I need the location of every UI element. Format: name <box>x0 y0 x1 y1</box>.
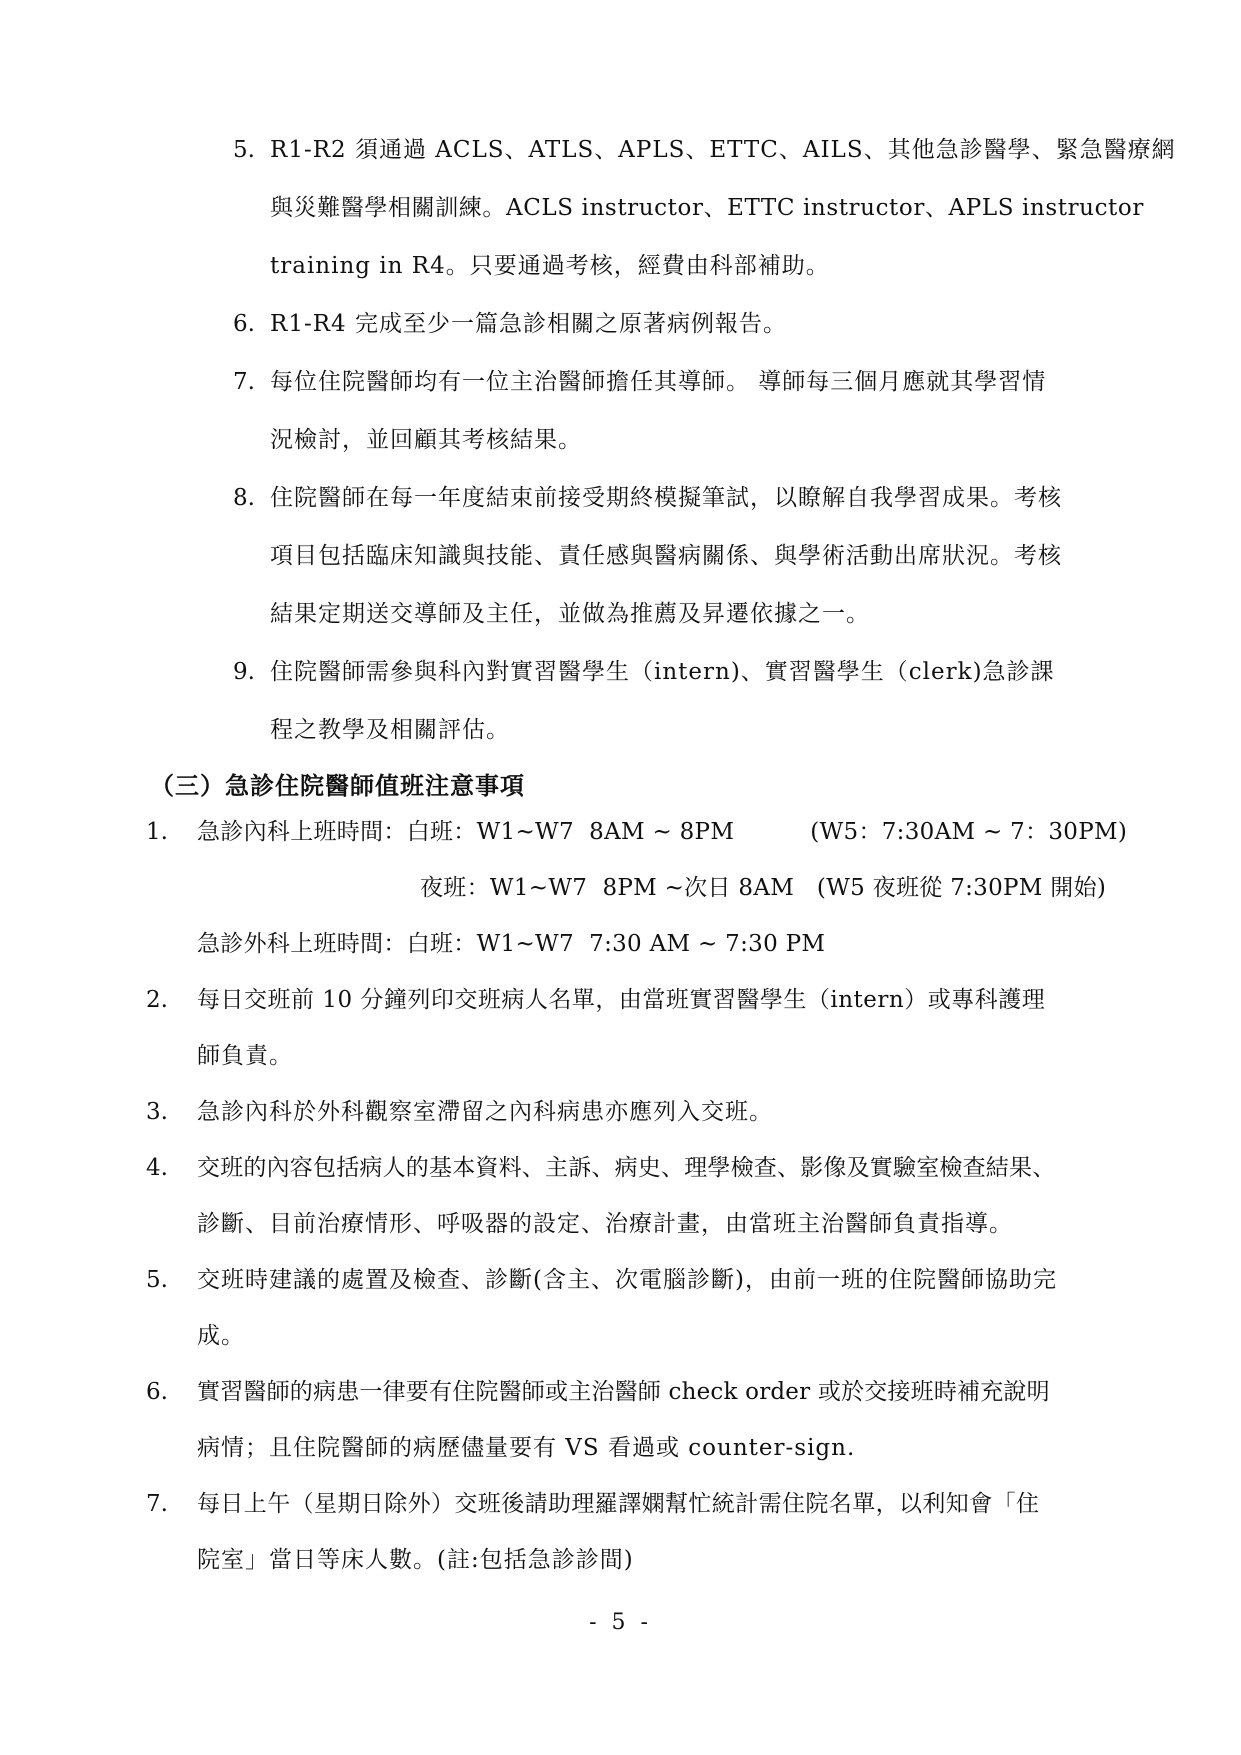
list-item-text: 成。 <box>197 1323 245 1349</box>
list-item-text: 每位住院醫師均有一位主治醫師擔任其導師。 導師每三個月應就其學習情 <box>270 369 1047 395</box>
list-item-text: 程之教學及相關評估。 <box>270 717 510 743</box>
list-number: 6. <box>233 311 255 337</box>
list-number: 7. <box>233 369 255 395</box>
list-number: 2. <box>146 987 168 1013</box>
list-item-text: R1-R4 完成至少一篇急診相關之原著病例報告。 <box>270 311 787 337</box>
list-item-text: 診斷、目前治療情形、呼吸器的設定、治療計畫，由當班主治醫師負責指導。 <box>197 1211 1013 1237</box>
list-item-text: 與災難醫學相關訓練。ACLS instructor、ETTC instructor、APLS instructor <box>270 195 1144 221</box>
list-item-text: training in R4。只要通過考核，經費由科部補助。 <box>270 253 830 279</box>
list-item-text: 院室」當日等床人數。(註:包括急診診間) <box>197 1547 634 1573</box>
list-item-text: R1-R2 須通過 ACLS、ATLS、APLS、ETTC、AILS、其他急診醫學、緊急醫療網 <box>270 137 1176 163</box>
page-number: - 5 - <box>589 1610 652 1635</box>
list-item-text: 住院醫師需參與科內對實習醫學生（intern)、實習醫學生（clerk)急診課 <box>270 659 1055 685</box>
list-number: 5. <box>146 1267 168 1293</box>
list-number: 9. <box>233 659 255 685</box>
list-item-text: 急診內科於外科觀察室滯留之內科病患亦應列入交班。 <box>197 1099 773 1125</box>
list-number: 8. <box>233 485 255 511</box>
list-item-text: 師負責。 <box>197 1043 293 1069</box>
list-item-text: 項目包括臨床知識與技能、責任感與醫病關係、與學術活動出席狀況。考核 <box>270 543 1062 569</box>
list-item-text: 交班的內容包括病人的基本資料、主訴、病史、理學檢查、影像及實驗室檢查結果、 <box>197 1155 1056 1181</box>
list-number: 1. <box>146 819 168 845</box>
schedule-line: 夜班：W1~W7 8PM ~次日 8AM (W5 夜班從 7:30PM 開始) <box>420 875 1107 901</box>
list-item-text: 每日交班前 10 分鐘列印交班病人名單，由當班實習醫學生（intern）或專科護理 <box>197 987 1046 1013</box>
list-item-text: 結果定期送交導師及主任，並做為推薦及昇遷依據之一。 <box>270 601 870 627</box>
schedule-line: 急診內科上班時間：白班：W1~W7 8AM ~ 8PM (W5：7:30AM ~ 7：30PM) <box>197 819 1128 845</box>
list-item-text: 住院醫師在每一年度結束前接受期終模擬筆試，以瞭解自我學習成果。考核 <box>270 485 1062 511</box>
list-number: 7. <box>146 1491 168 1517</box>
list-item-text: 況檢討，並回顧其考核結果。 <box>270 427 582 453</box>
list-item-text: 交班時建議的處置及檢查、診斷(含主、次電腦診斷)，由前一班的住院醫師協助完 <box>197 1267 1057 1293</box>
list-item-text: 病情；且住院醫師的病歷儘量要有 VS 看過或 counter-sign. <box>197 1435 856 1461</box>
list-item-text: 實習醫師的病患一律要有住院醫師或主治醫師 check order 或於交接班時補充說明 <box>197 1379 1050 1405</box>
section-heading: （三）急診住院醫師值班注意事項 <box>150 772 525 800</box>
list-number: 6. <box>146 1379 168 1405</box>
list-item-text: 每日上午（星期日除外）交班後請助理羅譯嫻幫忙統計需住院名單，以利知會「住 <box>197 1491 1040 1517</box>
schedule-line: 急診外科上班時間：白班：W1~W7 7:30 AM ~ 7:30 PM <box>197 931 826 957</box>
list-number: 5. <box>233 137 255 163</box>
list-number: 4. <box>146 1155 168 1181</box>
list-number: 3. <box>146 1099 168 1125</box>
